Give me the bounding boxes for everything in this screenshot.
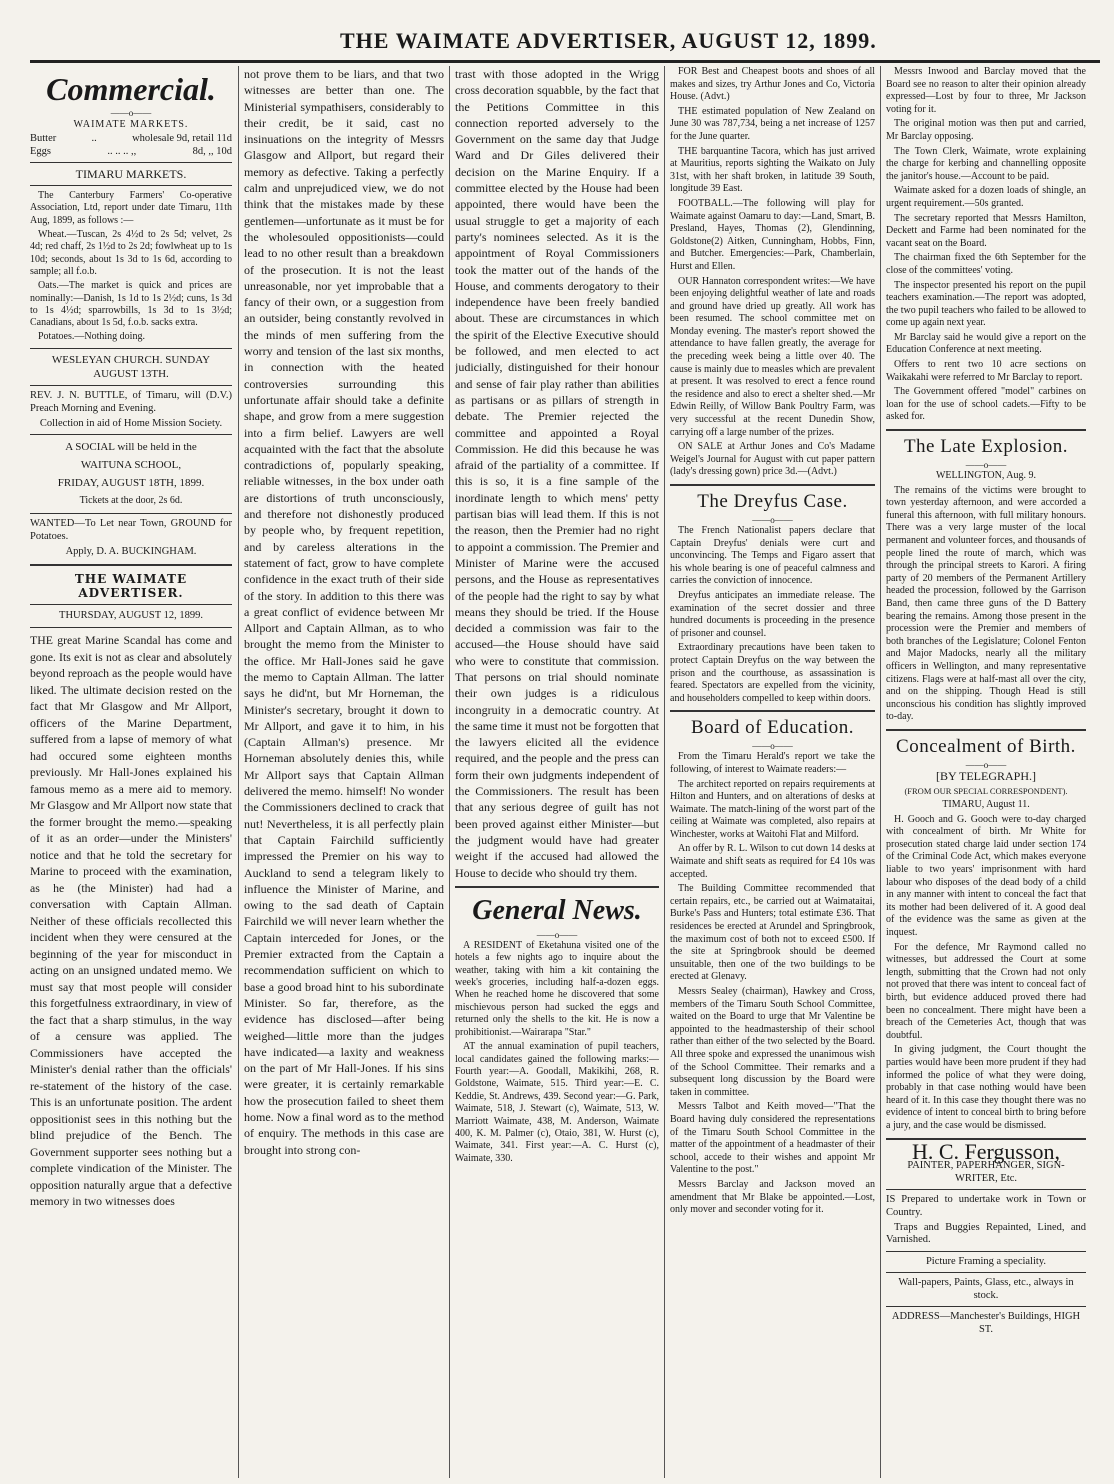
news-item: Offers to rent two 10 acre sections on Waikakahi were referred to Mr Barclay to report. bbox=[886, 359, 1086, 383]
oats-report: Oats.—The market is quick and prices are nominally:—Danish, 1s 1d to 1s 2½d; cuns, 1s 3d to 1s 4½d; sparrowbills, 1s 3d to 1s 3½d; Canadians, about 1s 5d, f.o.b. sacks extra. bbox=[30, 280, 232, 329]
column-divider bbox=[880, 66, 881, 1478]
news-item: For the defence, Mr Raymond called no witnesses, but addressed the Court at some length, submitting that the Crown had not only not proved that there was intent to conceal fact of birth, but evidence adduced proved there had been no concealment. There might have been a breach of the Cemeteries Act, though that was doubtful. bbox=[886, 941, 1086, 1041]
news-item: Dreyfus anticipates an immediate release. The examination of the secret dossier and three hundred documents is proceeding in the presence of prisoner and counsel. bbox=[670, 589, 875, 639]
column-2 bbox=[244, 66, 444, 1478]
timaru-intro: The Canterbury Farmers' Co-operative Association, Ltd, report under date Timaru, 11th Aug, 1899, as follows :— bbox=[30, 190, 232, 226]
divider bbox=[886, 1272, 1086, 1273]
general-news-heading: General News. bbox=[472, 894, 642, 926]
news-item: An offer by R. L. Wilson to cut down 14 desks at Waimate and shift seats as required for £4 10s was accepted. bbox=[670, 843, 875, 880]
advert-line: Wall-papers, Paints, Glass, etc., always in stock. bbox=[898, 1277, 1074, 1301]
divider bbox=[455, 886, 659, 888]
news-item: The secretary reported that Messrs Hamilton, Deckett and Farme had been nominated for the vacant seat on the Board. bbox=[886, 212, 1086, 249]
telegraph-line: [BY TELEGRAPH.] bbox=[936, 768, 1036, 783]
divider bbox=[30, 627, 232, 628]
ornament-rule: ——o—— bbox=[752, 515, 793, 525]
column-5 bbox=[886, 66, 1086, 1478]
advert-line: Traps and Buggies Repainted, Lined, and Varnished. bbox=[886, 1221, 1086, 1246]
church-text: REV. J. N. BUTTLE, of Timaru, will (D.V.) Preach Morning and Evening. bbox=[30, 389, 232, 414]
divider bbox=[30, 604, 232, 605]
advert-address: ADDRESS—Manchester's Buildings, HIGH ST. bbox=[891, 1311, 1081, 1336]
column-divider bbox=[664, 66, 665, 1478]
dateline: TIMARU, August 11. bbox=[942, 799, 1030, 811]
ornament-rule: ——o—— bbox=[110, 108, 152, 118]
waimate-markets-heading: WAIMATE MARKETS. bbox=[73, 119, 189, 130]
column-4 bbox=[670, 66, 875, 1478]
social-line-1: A SOCIAL will be held in the bbox=[65, 441, 197, 454]
divider bbox=[30, 185, 232, 186]
masthead-title: THE WAIMATE ADVERTISER, AUGUST 12, 1899. bbox=[340, 28, 877, 53]
church-notice bbox=[30, 390, 232, 430]
news-item: The French Nationalist papers declare that Captain Dreyfus' denials were curt and unconvincing. The Temps and Figaro assert that his whole bearing is one of peaceful calmness and carries the conviction of innocence. bbox=[670, 525, 875, 587]
social-line-2: WAITUNA SCHOOL, bbox=[80, 459, 182, 472]
divider bbox=[30, 348, 232, 349]
news-item: Messrs Barclay and Jackson moved an amendment that Mr Blake be appointed.—Lost, only mover and seconder voting for it. bbox=[670, 1178, 875, 1216]
news-item: A RESIDENT of Eketahuna visited one of the hotels a few nights ago to inquire about the weather, taking with him a kit containing the week's groceries, including half-a-dozen eggs. When he reached home he discovered that some mischievous person had sucked the eggs and returned only the shells to the kit. He is now a prohibitionist.—Wairarapa "Star." bbox=[455, 939, 659, 1038]
market-item: Eggs bbox=[30, 146, 51, 158]
news-item: In giving judgment, the Court thought the parties would have been more prudent if they had informed the police of what they were doing, probably in that case nothing would have been heard of it. In this case they thought there was no evidence of intent to conceal birth to bring before a jury, and the case would be dismissed. bbox=[886, 1044, 1086, 1131]
social-advert bbox=[30, 439, 232, 509]
column-divider bbox=[449, 66, 450, 1478]
general-news-items bbox=[455, 940, 659, 1165]
divider bbox=[30, 513, 232, 514]
news-item: Waimate asked for a dozen loads of shingle, an urgent requirement.—50s granted. bbox=[886, 185, 1086, 209]
news-item: The architect reported on repairs requirements at Hilton and Hunters, and on alterations of desks at Waimate. The match-lining of the worst part of the ceiling at Waimate was completed, also repairs at Winchester, works at Waitohi Flat and Milford. bbox=[670, 778, 875, 840]
wanted-line-1: WANTED—To Let near Town, GROUND for Potatoes. bbox=[30, 518, 232, 543]
concealment-heading: Concealment of Birth. bbox=[896, 735, 1076, 757]
news-item: The Government offered "model" carbines on loan for the use of school cadets.—Fifty to be asked for. bbox=[886, 386, 1086, 423]
news-item: Mr Barclay said he would give a report on the Education Conference at next meeting. bbox=[886, 331, 1086, 356]
news-item: Messrs Sealey (chairman), Hawkey and Cross, members of the Timaru South School Committee, waited on the Board to urge that Mr Valentine be appointed to the headmastership of their school rather than either of the two selected by the Board. All three spoke and expressed the unanimous wish of the School Committee. Their remarks and a subsequent long discussion by the Board were taken in committee. bbox=[670, 986, 875, 1098]
news-item: H. Gooch and G. Gooch were to-day charged with concealment of birth. Mr White for prosecution stated charge laid under section 174 of the Criminal Code Act, which makes everyone liable to two years' imprisonment with hard labour who disposes of the dead body of a child in any manner with intent to conceal the fact that its mother had been delivered of it. A good deal of the evidence was the same as given at the inquest. bbox=[886, 813, 1086, 939]
masthead-rule bbox=[30, 60, 1100, 63]
ornament-rule: ——o—— bbox=[752, 741, 793, 752]
news-item: THE estimated population of New Zealand on June 30 was 787,734, being a net increase of 1257 for the June quarter. bbox=[670, 105, 875, 142]
ornament-rule: ——o—— bbox=[965, 759, 1007, 770]
divider bbox=[886, 1251, 1086, 1252]
editorial-conclusion: trast with those adopted in the Wrigg cross decoration squabble, by the fact that the Petitions Committee in this connection reported adversely to the Government on the same day that Judge Ward and Dr Giles delivered their decision on the Marine Enquiry. If a committee elected by the House had been appointed, there would have been the usual struggle to get a majority of each party's nominees selected. As it is the appointment of Royal Commissioners took the matter out of the hands of the House, and comments derogatory to their independence have been freely bandied about. These are circumstances in which the spirit of the Elective Executive should be followed, and men elected to act judicially, distinguished for their honour and sense of fair play rather than abilities as partisans or as pillars of strength in debate. The Premier rejected the committee and appointed a Royal Commission. He did this because he was afraid of the partiality of a committee. If this is so, it is a fine sample of the inordinate length to which mens' petty partisan bias will lead them. If this is not the reason, then the Premier had no right to appoint a commission. The Premier and Minister of Marine were the accused persons, and the House as representatives of the people had the right to say by what means they should be tried. If the House decided a commission was fair to the accused—the House should have said who were to constitute that commission. That persons on trial should nominate their own judges is a ridiculous incongruity in a democratic country. At the same time it must not be forgotten that the lawyers elicited all the evidence required, and the people and the press can form their own judgments independent of the Commissioners. The result has been that any serious degree of guilt has not been proved against either Minister—but the judgment would have had greater weight if the accused had allowed the House to decide who should try them. bbox=[455, 67, 659, 880]
news-item: From the Timaru Herald's report we take the following, of interest to Waimate readers:— bbox=[670, 751, 875, 775]
timaru-markets-heading: TIMARU MARKETS. bbox=[75, 167, 187, 182]
news-item: The chairman fixed the 6th September for the close of the committees' voting. bbox=[886, 252, 1086, 276]
divider bbox=[886, 729, 1086, 731]
explosion-heading: The Late Explosion. bbox=[903, 436, 1069, 458]
news-item: THE barquantine Tacora, which has just arrived at Mauritius, reports sighting the Waikato on July 31st, with her shaft broken, in latitude 39 South, longitude 39 East. bbox=[670, 145, 875, 195]
potatoes-report: Potatoes.—Nothing doing. bbox=[38, 331, 145, 343]
news-item: The inspector presented his report on the pupil teachers examination.—The report was adopted, the two pupil teachers who failed to be allowed to come up again next year. bbox=[886, 279, 1086, 329]
wanted-advert bbox=[30, 518, 232, 558]
ornament-rule: ——o—— bbox=[536, 929, 578, 940]
news-item: ON SALE at Arthur Jones and Co's Madame Weigel's Journal for August with cut paper pattern (lady's dressing gown) price 3d.—(Advt.) bbox=[670, 441, 875, 478]
timaru-report bbox=[30, 190, 232, 344]
divider bbox=[30, 162, 232, 163]
column-divider bbox=[238, 66, 239, 1478]
dreyfus-heading: The Dreyfus Case. bbox=[697, 491, 848, 512]
market-price: 8d, ,, 10d bbox=[192, 146, 232, 158]
news-item: The Town Clerk, Waimate, wrote explaining the charge for kerbing and channelling opposite the janitor's house.—Account to be paid. bbox=[886, 145, 1086, 182]
news-item: FOOTBALL.—The following will play for Waimate against Oamaru to day:—Land, Smart, B. Presland, Hayes, Thomas (2), Glendinning, Goldstone(2) Aitken, Cunningham, Hobbs, Finn, and Butcher. Emergencies:—Park, Chamberlain, Hurst and Ellen. bbox=[670, 197, 875, 272]
divider bbox=[30, 385, 232, 386]
divider bbox=[886, 1306, 1086, 1307]
divider bbox=[30, 564, 232, 566]
wheat-report: Wheat.—Tuscan, 2s 4½d to 2s 5d; velvet, 2s 4d; red chaff, 2s 1½d to 2s 2d; fowlwheat up to 1s 10d; seconds, about 1s 3d to 1s 6d, according to sample; all f.o.b. bbox=[30, 229, 232, 277]
advert-line: Picture Framing a speciality. bbox=[925, 1255, 1047, 1267]
market-row-butter bbox=[30, 132, 232, 145]
education-heading: Board of Education. bbox=[690, 717, 855, 739]
divider bbox=[670, 710, 875, 712]
market-row-eggs bbox=[30, 145, 232, 158]
advert-trade: PAINTER, PAPERHANGER, SIGN-WRITER, Etc. bbox=[907, 1160, 1065, 1184]
news-item: The original motion was then put and carried, Mr Barclay opposing. bbox=[886, 118, 1086, 142]
news-item: The remains of the victims were brought to town yesterday afternoon, and were accorded a funeral this afternoon, with full military honours. There was a very large muster of the local permanent and volunteer forces, and thousands of people lined the route of march, which was through the principal streets to Karori. A firing party of 20 members of the Permanent Artillery headed the procession, followed by the Garrison Band, then came three guns of the D Battery bearing the remains. Among those present in the procession were the Premier and members of both branches of the Legislature; Colonel Fenton and Major Madocks, nearly all the military officers in Wellington, and many representative citizens. Flags were at half-mast all over the city, and on the shipping. Though Head is still unconscious his condition has slightly improved to-day. bbox=[886, 484, 1086, 723]
date-line: THURSDAY, AUGUST 12, 1899. bbox=[59, 609, 203, 621]
social-line-4: Tickets at the door, 2s 6d. bbox=[79, 495, 183, 507]
divider bbox=[670, 484, 875, 486]
column-1 bbox=[30, 66, 232, 1478]
church-heading: WESLEYAN CHURCH. SUNDAY AUGUST 13TH. bbox=[51, 353, 211, 380]
news-item: AT the annual examination of pupil teachers, local candidates gained the following marks:—Fourth year:—A. Goodall, Makikihi, 268, R. Goldstone, Waimate, 515. Third year:—E. C. Keddie, St. Andrews, 439. Second year:—G. Park, Waimate, 518, J. Stewart (c), Waimate, 513, W. Marriott Waimate, 438, M. Anderson, Waimate 400, K. M. Palmer (c), Otaio, 381, W. Hurst (c), Waimate, 341. First year:—A. C. Hurst (c), Waimate, 330. bbox=[455, 1041, 659, 1164]
social-line-3: FRIDAY, AUGUST 18TH, 1899. bbox=[57, 477, 205, 490]
church-note: Collection in aid of Home Mission Society. bbox=[39, 417, 223, 429]
advert-line: IS Prepared to undertake work in Town or Country. bbox=[886, 1194, 1086, 1218]
ornament-rule: ——o—— bbox=[965, 460, 1007, 471]
news-item: OUR Hannaton correspondent writes:—We have been enjoying delightful weather of late and roads and ground have dried up greatly. All work has been resumed. The school committee met on Monday evening. The master's report showed the attendance to have fallen greatly, the average for the preceding week being a little over 40. The cause is mainly due to measles which are prevalent at present. It was resolved to erect a fence round the residence and also to erect a shelter shed.—Mr Edwin Reilly, of Willow Bank Poultry Farm, was very successful at the recent Dunedin Show, carrying off a large number of the prizes. bbox=[670, 275, 875, 438]
market-price: wholesale 9d, retail 11d bbox=[132, 133, 232, 145]
commercial-heading: Commercial. bbox=[46, 71, 216, 107]
market-dots: .. .. .. ,, bbox=[107, 146, 137, 158]
dateline: WELLINGTON, Aug. 9. bbox=[935, 470, 1037, 482]
editorial: THE great Marine Scandal has come and gone. Its exit is not as clear and absolutely beyond reproach as the people would have liked. The ultimate decision rested on the fact that Mr Glasgow and Mr Allport, officers of the Marine Department, suffered from a lapse of memory of what had occured some eighteen months previously. Mr Hall-Jones explained his famous memo as a mere aid to memory. Mr Glasgow and Mr Allport now state that the former brought the memo.—speaking of it as an order—under the Ministers' notice and that he told the secretary for Marine to proceed with the examination, as he (the Minister) had had a conversation with Captain Allman. Neither of these officials recollected this incident when they were censured at the beginning of the year for misconduct in acting on an unsigned undated memo. We must say that most people will consider this forgetfulness extraordinary, in view of the fact that a sharp stimulus, in the way of a censure was applied. The Commissioners have accepted the Minister's denial rather than the officials' re-statement of the history of the case. This is an unfortunate position. The ardent oppositionist sees in this nothing but the blind prejudice of the Bench. The Government supporter sees nothing but a complete vindication of the Minister. The opposition naturally argue that a defective memory in two witnesses does bbox=[30, 633, 232, 1208]
paper-name: THE WAIMATE ADVERTISER. bbox=[74, 571, 188, 600]
news-item: Messrs Talbot and Keith moved—"That the Board having duly considered the representations of the Timaru South School Committee in the matter of the appointment of a headmaster of their school, accede to their wishes and appoint Mr Valentine to the post." bbox=[670, 1101, 875, 1176]
editorial-continued: not prove them to be liars, and that two witnesses are better than one. The Ministerial sympathisers, considerably to their credit, be it said, cast no insinuations on the integrity of Messrs Glasgow and Allport, but regard their memory as defective. Taking a perfectly calm and unprejudiced view, we do not think that the mistakes made by these gentlemen—unfortunate as it must be for the wholesouled oppositionists—could lead to no other result than a breakdown of the prosecution. It is not the least unreasonable, nor yet improbable that a fancy of their own, or a suggestion from an outsider, being constantly revolved in the minds of men suffering from the worry and tension of the last six months, in connection with the heated controversies surrounding this unfortunate affair should take a definite shape, and grow from a mere suggestion into a firm belief. Lawyers are well acquainted with the fact that the absolute contradictions of, popularly speaking, reliable witnesses, in the box under oath are distortions of truth unconsciously, and therefore not dishonestly produced by people who, by frequent repetition, and by careless alterations in the statement of fact, grow to have complete confidence in the exact truth of their side of the story. In addition to this there was a great conflict of evidence between Mr Allport and Captain Allman, as to who brought the memo from the Minister to the office. Mr Hall-Jones said he gave the memo to Captain Allman. The latter says he did'nt, but Mr Horneman, the Minister's secretary, brought it down to Mr Allport, and gave it to him, in his (Captain Allman's) presence. Mr Horneman absolutely denies this, while Mr Allport says that Captain Allman delivered the memo. himself! No wonder the Commissioners declined to crack that nut! Nevertheless, it is all perfectly plain that Captain Fairchild sufficiently impressed the Premier on his way to Auckland to send a telegram likely to influence the Minister of Marine, and owing to the sad death of Captain Fairchild we will never learn whether the Captain interceded for Jones, or the Premier extracted from the Captain a recommendation sufficient on which to base a good broad hint to his subordinate Minister. So far, therefore, as the evidence has disclosed—after being weighed—little more than the judges have indicated—a laxity and weakness on the part of Mr Hall-Jones. If his sins were greater, it is certainly remarkable how the prosecution failed to sheet them home. Now a final word as to the method of enquiry. The methods in this case are brought into strong con- bbox=[244, 67, 444, 1157]
news-item: FOR Best and Cheapest boots and shoes of all makes and sizes, try Arthur Jones and Co, Victoria House. (Advt.) bbox=[670, 66, 875, 103]
advert-name: H. C. Fergusson, bbox=[911, 1138, 1061, 1164]
divider bbox=[886, 1189, 1086, 1190]
news-item: The Building Committee recommended that certain repairs, etc., be carried out at Waimataitai, Burke's Pass and Hunters; total estimate £36. That residences be erected at Arundel and Springbrook, the maximum cost of both not to exceed £500. If the site at Springbrook should be deemed unsuitable, then one of the two buildings to be erected at Glenavy. bbox=[670, 883, 875, 983]
news-item: Messrs Inwood and Barclay moved that the Board see no reason to alter their opinion already expressed—Lost by four to three, Mr Jackson voting for it. bbox=[886, 66, 1086, 115]
divider bbox=[886, 429, 1086, 431]
column-3 bbox=[455, 66, 659, 1478]
news-item: Extraordinary precautions have been taken to protect Captain Dreyfus on the way between the prison and the courthouse, as assassination is feared. Spectators are expelled from the vicinity, and householders compelled to keep within doors. bbox=[670, 642, 875, 704]
special-correspondent: (FROM OUR SPECIAL CORRESPONDENT). bbox=[904, 785, 1068, 796]
masthead bbox=[0, 8, 1114, 58]
wanted-line-2: Apply, D. A. BUCKINGHAM. bbox=[65, 545, 197, 557]
market-item: Butter bbox=[30, 133, 57, 145]
divider bbox=[30, 434, 232, 435]
market-dots: .. bbox=[91, 133, 97, 145]
